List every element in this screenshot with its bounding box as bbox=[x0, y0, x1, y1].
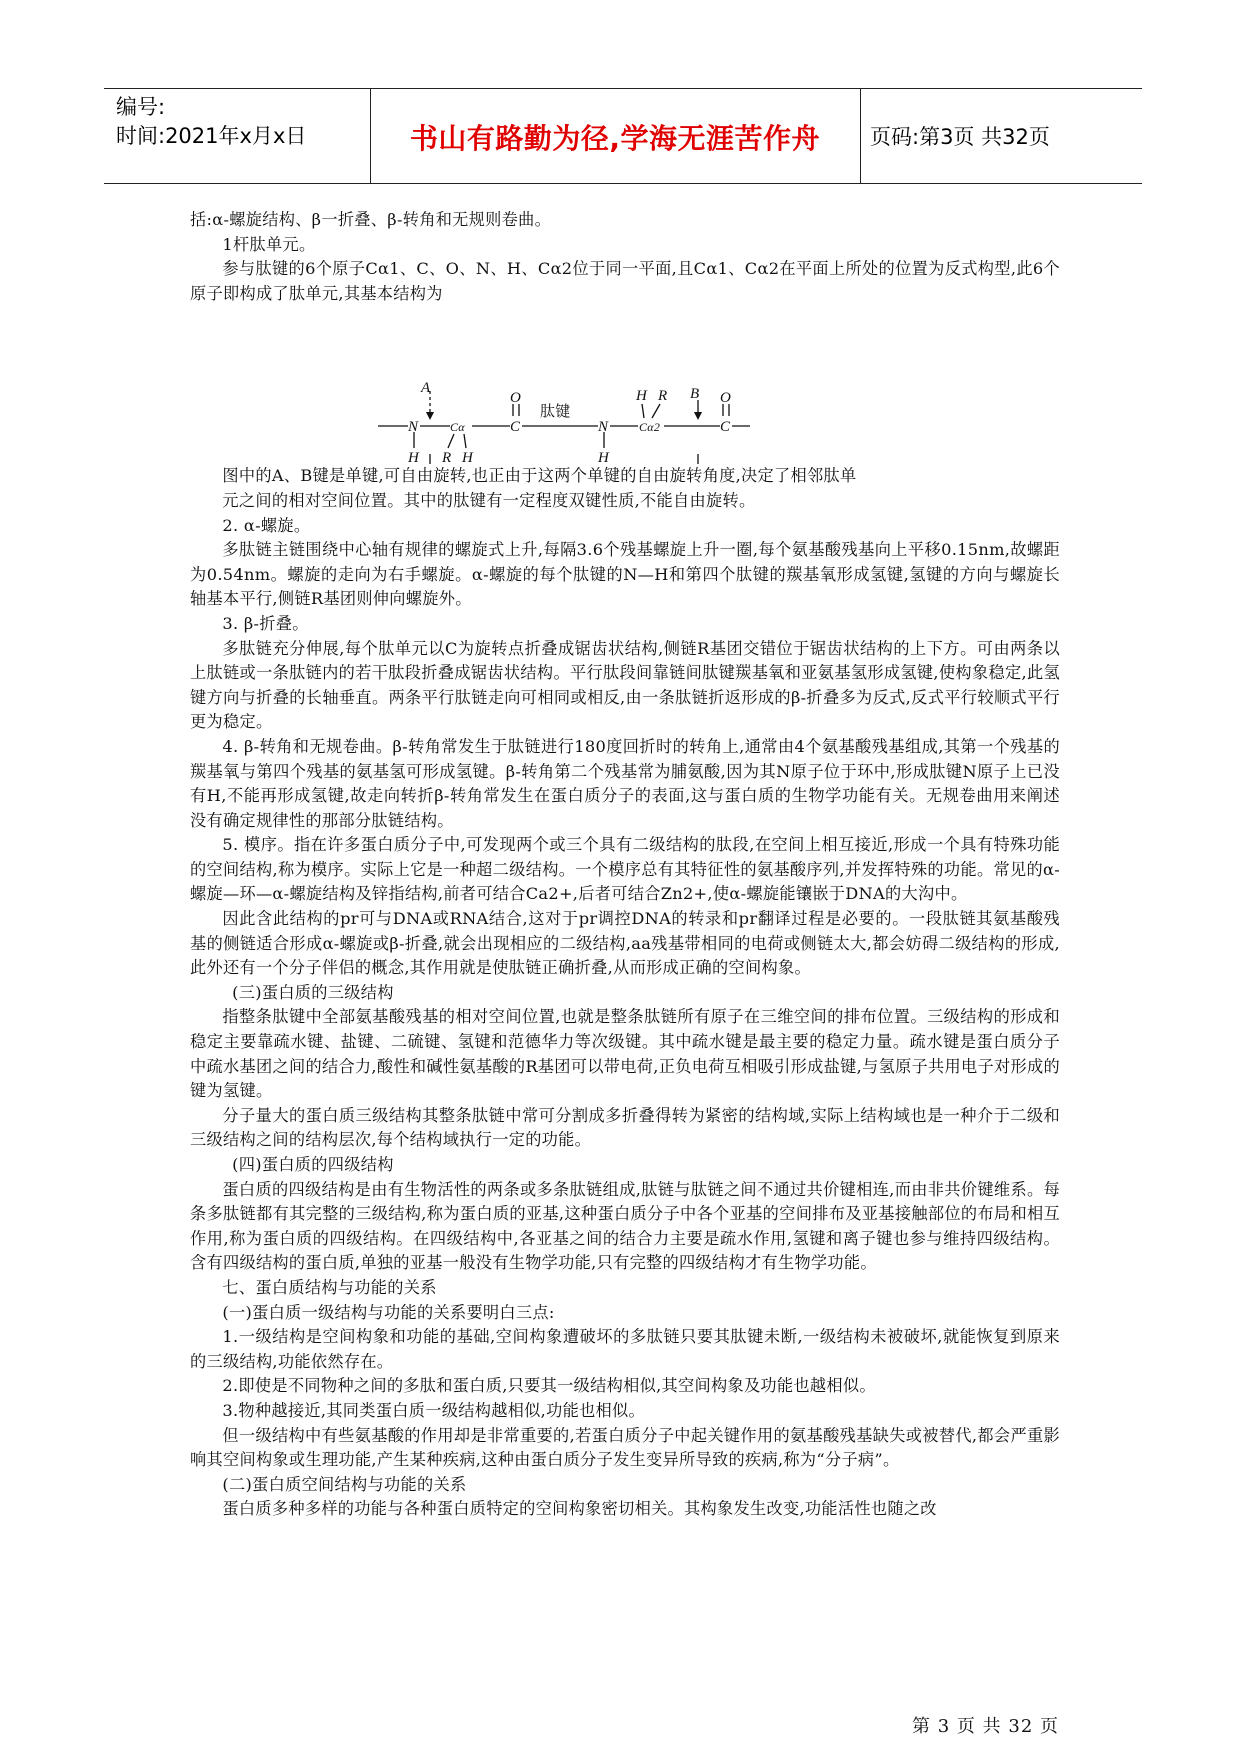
label-o1: O bbox=[510, 390, 522, 407]
page-footer: 第 3 页 共 32 页 bbox=[912, 1716, 1059, 1737]
paragraph: 元之间的相对空间位置。其中的肽键有一定程度双键性质,不能自由旋转。 bbox=[222, 490, 756, 510]
label-n2: N bbox=[598, 419, 609, 436]
paragraph: 括:α-螺旋结构、β一折叠、β-转角和无规则卷曲。 bbox=[190, 210, 552, 229]
label-b: B bbox=[690, 386, 700, 403]
paragraph: 多肽链主链围绕中心轴有规律的螺旋式上升,每隔3.6个残基螺旋上升一圈,每个氨基酸残基向上平移0.15nm,故螺距为0.54nm。螺旋的走向为右手螺旋。α-螺旋的每个肽键的N—H和第四个肽键的羰基氧形成氢键,氢键的方向与螺旋长轴基本平行,侧链R基团则伸向螺旋外。 bbox=[190, 540, 1060, 609]
paragraph: 蛋白质的四级结构是由有生物活性的两条或多条肽链组成,肽链与肽链之间不通过共价键相连,而由非共价键维系。每条多肽链都有其完整的三级结构,称为蛋白质的亚基,这种蛋白质分子中各个亚基的空间排布及亚基接触部位的布局和相互作用,称为蛋白质的四级结构。在四级结构中,各亚基之间的结合力主要是疏水作用,氢键和离子键也参与维持四级结构。含有四级结构的蛋白质,单独的亚基一般没有生物学功能,只有完整的四级结构才有生物学功能。 bbox=[190, 1179, 1060, 1273]
time-label: 时间:2021年x月x日 bbox=[116, 124, 307, 148]
header-divider-2 bbox=[860, 89, 861, 183]
section-heading: (四)蛋白质的四级结构 bbox=[232, 1155, 394, 1174]
paragraph: 1.一级结构是空间构象和功能的基础,空间构象遭破坏的多肽链只要其肽键未断,一级结构未被破坏,就能恢复到原来的三级结构,功能依然存在。 bbox=[190, 1327, 1060, 1371]
paragraph: 多肽链充分伸展,每个肽单元以C为旋转点折叠成锯齿状结构,侧链R基团交错位于锯齿状结构的上下方。可由两条以上肽链或一条肽链内的若干肽段折叠成锯齿状结构。平行肽段间靠链间肽键羰基氧和亚氨基氢形成氢键,使构象稳定,此氢键方向与折叠的长轴垂直。两条平行肽链走向可相同或相反,由一条肽链折返形成的β-折叠多为反式,反式平行较顺式平行更为稳定。 bbox=[190, 638, 1060, 732]
label-h4: H bbox=[636, 388, 648, 405]
label-peptide-bond: 肽键 bbox=[540, 402, 571, 421]
section-heading: 七、蛋白质结构与功能的关系 bbox=[222, 1277, 437, 1297]
number-label: 编号: bbox=[116, 95, 166, 119]
page-header bbox=[104, 88, 1142, 184]
label-c2: C bbox=[720, 419, 731, 436]
label-c1: C bbox=[510, 419, 521, 436]
header-motto: 书山有路勤为径,学海无涯苦作舟 bbox=[409, 122, 821, 155]
section-heading: 3. β-折叠。 bbox=[222, 613, 309, 633]
header-page-label: 页码:第3页 共32页 bbox=[870, 125, 1050, 149]
paragraph: 因此含此结构的pr可与DNA或RNA结合,这对于pr调控DNA的转录和pr翻译过程是必要的。一段肽链其氨基酸残基的侧链适合形成α-螺旋或β-折叠,就会出现相应的二级结构,aa残基带相同的电荷或侧链太大,都会妨碍二级结构的形成,此外还有一个分子伴侣的概念,其作用就是使肽链正确折叠,从而形成正确的空间构象。 bbox=[190, 909, 1060, 978]
label-r2: R bbox=[658, 388, 668, 405]
section-heading: (二)蛋白质空间结构与功能的关系 bbox=[222, 1474, 467, 1494]
label-h2: H bbox=[598, 450, 610, 465]
paragraph: 蛋白质多种多样的功能与各种蛋白质特定的空间构象密切相关。其构象发生改变,功能活性也随之改 bbox=[222, 1499, 937, 1519]
paragraph: 5. 模序。指在许多蛋白质分子中,可发现两个或三个具有二级结构的肽段,在空间上相互接近,形成一个具有特殊功能的空间结构,称为模序。实际上它是一种超二级结构。一个模序总有其特征性的氨基酸序列,并发挥特殊的功能。常见的α-螺旋—环—α-螺旋结构及锌指结构,前者可结合Ca2+,后者可结合Zn2+,使α-螺旋能镶嵌于DNA的大沟中。 bbox=[190, 835, 1060, 904]
paragraph: 1杆肽单元。 bbox=[222, 234, 316, 254]
paragraph: 分子量大的蛋白质三级结构其整条肽链中常可分割成多折叠得转为紧密的结构域,实际上结构域也是一种介于二级和三级结构之间的结构层次,每个结构域执行一定的功能。 bbox=[190, 1105, 1060, 1150]
label-ca2: Cα2 bbox=[639, 420, 661, 435]
label-h3: H bbox=[462, 450, 474, 465]
paragraph: 参与肽键的6个原子Cα1、C、O、N、H、Cα2位于同一平面,且Cα1、Cα2在平面上所处的位置为反式构型,此6个原子即构成了肽单元,其基本结构为 bbox=[190, 259, 1060, 303]
label-h1: H bbox=[408, 450, 420, 465]
paragraph: 4. β-转角和无规卷曲。β-转角常发生于肽链进行180度回折时的转角上,通常由4个氨基酸残基组成,其第一个残基的羰基氧与第四个残基的氨基氢可形成氢键。β-转角第二个残基常为脯氨酸,因为其N原子位于环中,形成肽键N原子上已没有H,不能再形成氢键,故走向转折β-转角常发生在蛋白质分子的表面,这与蛋白质的生物学功能有关。无规卷曲用来阐述没有确定规律性的那部分肽链结构。 bbox=[190, 736, 1060, 830]
label-a: A bbox=[421, 380, 431, 397]
label-ca1: Cα bbox=[450, 420, 465, 435]
paragraph: 2.即使是不同物种之间的多肽和蛋白质,只要其一级结构相似,其空间构象及功能也越相似。 bbox=[222, 1376, 876, 1396]
label-o2: O bbox=[720, 390, 732, 407]
paragraph: 但一级结构中有些氨基酸的作用却是非常重要的,若蛋白质分子中起关键作用的氨基酸残基缺失或被替代,都会严重影响其空间构象或生理功能,产生某种疾病,这种由蛋白质分子发生变异所导致的疾病,称为“分子病”。 bbox=[190, 1425, 1060, 1470]
paragraph: 图中的A、B键是单键,可自由旋转,也正由于这两个单键的自由旋转角度,决定了相邻肽单 bbox=[222, 466, 857, 486]
section-heading: (一)蛋白质一级结构与功能的关系要明白三点: bbox=[222, 1302, 555, 1322]
header-left bbox=[116, 93, 306, 151]
document-body bbox=[190, 208, 1060, 1522]
paragraph: 3.物种越接近,其同类蛋白质一级结构越相似,功能也相似。 bbox=[222, 1400, 646, 1420]
section-heading: (三)蛋白质的三级结构 bbox=[232, 982, 394, 1002]
paragraph: 指整条肽键中全部氨基酸残基的相对空间位置,也就是整条肽链所有原子在三维空间的排布位置。三级结构的形成和稳定主要靠疏水键、盐键、二硫键、氢键和范德华力等次级键。其中疏水键是最主要的稳定力量。疏水键是蛋白质分子中疏水基团之间的结合力,酸性和碱性氨基酸的R基团可以带电荷,正负电荷互相吸引形成盐键,与氢原子共用电子对形成的键为氢键。 bbox=[190, 1007, 1060, 1101]
peptide-unit-figure bbox=[190, 306, 1060, 464]
label-n1: N bbox=[408, 419, 419, 436]
section-heading: 2. α-螺旋。 bbox=[222, 515, 311, 535]
label-r1: R bbox=[442, 450, 452, 465]
